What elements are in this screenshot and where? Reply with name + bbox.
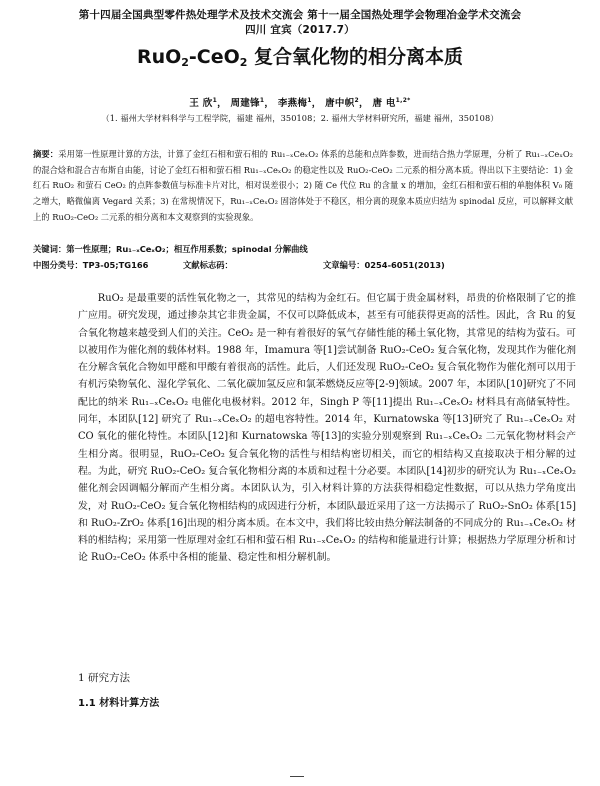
author-name: 王 欣 <box>189 98 213 109</box>
author-name: 周建锋 <box>230 98 260 109</box>
abstract-text: 采用第一性原理计算的方法，计算了金红石相和萤石相的 Ru₁₋ₓCeₓO₂ 体系的总能和点阵参数，进而结合热力学原理，分析了 Ru₁₋ₓCeₓO₂ 的混合焓和混合吉布斯自由能，讨论了金红石相和萤石相 Ru₁₋ₓCeₓO₂ 的稳定性以及 RuO₂-CeO₂ 二元系的相分离本质。得出以下主要结论：1) 金红石 RuO₂ 和萤石 CeO₂ 的点阵参数值与标准卡片对比，相对误差很小；2) 随 Ce 代位 Ru 的含量 x 的增加，金红石相和萤石相的单胞体积 V₀ 随之增大，略微偏离 Vegard 关系；3) 在常规情况下，Ru₁₋ₓCeₓO₂ 固溶体处于不稳区，相分离的现象本质应归结为 spinodal 反应，可以解释文献上的 RuO₂-CeO₂ 二元系的相分离和本文观察到的实验现象。 <box>33 149 573 222</box>
title-subscript: 2 <box>239 56 248 69</box>
clc-number: 中图分类号：TP3-05;TG166 <box>33 260 149 270</box>
affiliation: （1. 福州大学材料科学与工程学院，福建 福州，350108；2. 福州大学材料研究所，福建 福州，350108） <box>101 113 499 123</box>
author-name: 唐 电 <box>372 98 396 109</box>
document-code: 文献标志码： <box>183 260 233 270</box>
keywords-label: 关键词： <box>33 244 67 254</box>
conference-header-line2: 四川 宜宾（2017.7） <box>245 24 355 36</box>
section-heading: 1 研究方法 <box>78 672 131 684</box>
author-affil-mark: 1 <box>212 96 218 104</box>
author-name: 李燕梅 <box>277 98 308 109</box>
author-affil-mark: 2 <box>354 96 360 104</box>
keywords-text: 第一性原理；Ru₁₋ₓCeₓO₂；相互作用系数；spinodal 分解曲线 <box>66 244 308 254</box>
title-subscript: 2 <box>181 56 189 69</box>
author-name: 唐中帜 <box>325 98 355 109</box>
body-paragraph: RuO₂ 是最重要的活性氧化物之一，其常见的结构为金红石。但它属于贵金属材料，昂贵的价格限制了它的推广应用。研究发现，通过掺杂其它非贵金属，不仅可以降低成本，甚至有可能获得更高的活性。因此，含 Ru 的复合氧化物越来越受到人们的关注。CeO₂ 是一种有着很好的氧气存储性能的稀土氧化物，其常见的结构为萤石。可以被用作为催化剂的载体材料。1988 年，Imamura 等[1]尝试制备 RuO₂-CeO₂ 复合氧化物，发现其作为催化剂在分解含氧化合物如甲醛和甲酸有着很高的活性。此后，人们还发现 RuO₂-CeO₂ 复合氧化物作为催化剂可以用于有机污染物氧化、湿化学氧化、二氧化碳加氢反应和氯苯燃烧反应等[2-9]领域。2007 年，本团队[10]研究了不同配比的纳米 Ru₁₋ₓCeₓO₂ 电催化电极材料。2012 年，Singh P 等[11]提出 Ru₁₋ₓCeₓO₂ 材料具有高储氧特性。同年，本团队[12] 研究了 Ru₁₋ₓCeₓO₂ 的超电容特性。2014 年，Kurnatowska 等[13]研究了 Ru₁₋ₓCeₓO₂ 对 CO 氧化的催化特性。本团队[12]和 Kurnatowska 等[13]的实验分别观察到 Ru₁₋ₓCeₓO₂ 二元氧化物材料会产生相分离。很明显，RuO₂-CeO₂ 复合氧化物的活性与相结构密切相关，而它的相结构又直接取决于相分解的过程。为此，研究 RuO₂-CeO₂ 复合氧化物相分离的本质和过程十分必要。本团队[14]初步的研究认为 Ru₁₋ₓCeₓO₂ 催化剂会因调幅分解而产生相分离。本团队认为，引入材料计算的方法获得相稳定性数据，可以从热力学角度出发，对 RuO₂-CeO₂ 复合氧化物相结构的成因进行分析，本团队最近采用了这一方法揭示了 RuO₂-SnO₂ 体系[15]和 RuO₂-ZrO₂ 体系[16]出现的相分离本质。在本文中，我们将比较由热分解法制备的不同成分的 Ru₁₋ₓCeₓO₂ 材料的相结构；采用第一性原理对金红石相和萤石相 Ru₁₋ₓCeₓO₂ 的结构和能量进行计算；根据热力学原理分析和讨论 RuO₂-CeO₂ 体系中各相的能量、稳定性和相分解机制。 <box>78 293 576 564</box>
author-affil-mark: 1,2* <box>395 96 411 104</box>
abstract <box>33 147 573 226</box>
author-list: 王 欣$^1$， 周建锋$^1$， 李燕梅$^1$， 唐中帜$^2$， 唐 电$^{1,2*}$ <box>189 96 411 109</box>
abstract-label: 摘要： <box>33 149 59 159</box>
author-affil-mark: 1 <box>259 96 265 104</box>
title-part: -CeO <box>188 46 240 68</box>
keywords <box>33 243 573 255</box>
subsection-heading: 1.1 材料计算方法 <box>78 698 160 709</box>
paper-title <box>0 45 600 75</box>
page-footer-mark <box>290 776 304 777</box>
article-number: 文章编号：0254-6051(2013) <box>323 260 445 270</box>
title-part: 复合氧化物的相分离本质 <box>247 46 464 68</box>
author-affil-mark: 1 <box>307 96 312 104</box>
conference-header-line1: 第十四届全国典型零件热处理学术及技术交流会 第十一届全国热处理学会物理冶金学术交流会 <box>78 9 522 21</box>
classification-line <box>33 259 573 271</box>
title-part: RuO <box>136 46 182 68</box>
